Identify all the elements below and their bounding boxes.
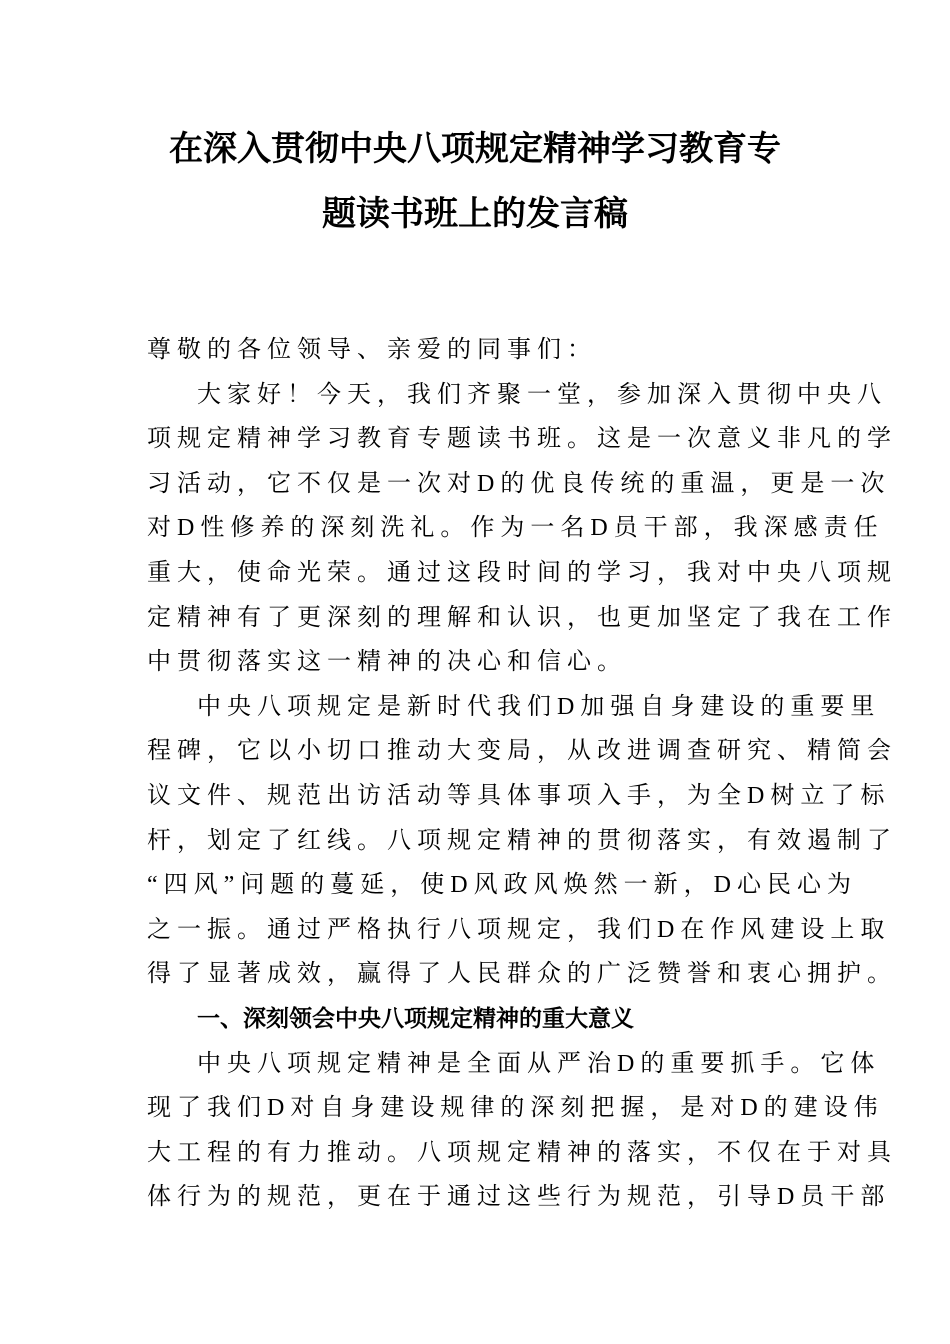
text-line: 大工程的有力推动。八项规定精神的落实，不仅在于对具 [147,1139,897,1166]
text-line: 定精神有了更深刻的理解和认识，也更加坚定了我在工作 [147,604,897,631]
title-line: 题读书班上的发言稿 [322,194,628,234]
text-line: 体行为的规范，更在于通过这些行为规范，引导D员干部 [147,1184,891,1211]
text-line: 重大，使命光荣。通过这段时间的学习，我对中央八项规 [147,559,897,586]
text-line: 项规定精神学习教育专题读书班。这是一次意义非凡的学 [147,426,897,453]
text-line: 议文件、规范出访活动等具体事项入手，为全D树立了标 [147,782,891,809]
text-line: “四风”问题的蔓延，使D风政风焕然一新，D心民心为 [147,872,857,899]
text-line: 现了我们D对自身建设规律的深刻把握，是对D的建设伟 [147,1095,884,1122]
text-line: 杆，划定了红线。八项规定精神的贯彻落实，有效遏制了 [147,827,897,854]
text-line: 中央八项规定是新时代我们D加强自身建设的重要里 [197,693,881,720]
salutation: 尊敬的各位领导、亲爱的同事们： [147,337,597,363]
paragraph [147,373,897,685]
text-line: 大家好！今天，我们齐聚一堂，参加深入贯彻中央八 [197,381,887,408]
text-line: 中央八项规定精神是全面从严治D的重要抓手。它体 [197,1050,881,1077]
paragraph [147,685,897,997]
section-heading: 一、深刻领会中央八项规定精神的重大意义 [197,1005,634,1032]
text-line: 习活动，它不仅是一次对D的优良传统的重温，更是一次 [147,470,891,497]
document-title [0,117,950,247]
document-body [147,328,897,1220]
text-line: 之一振。通过严格执行八项规定，我们D在作风建设上取 [147,916,891,943]
text-line: 中贯彻落实这一精神的决心和信心。 [147,649,627,676]
paragraph [147,1042,897,1220]
text-line: 对D性修养的深刻洗礼。作为一名D员干部，我深感责任 [147,515,884,542]
title-line: 在深入贯彻中央八项规定精神学习教育专 [169,129,781,169]
text-line: 得了显著成效，赢得了人民群众的广泛赞誉和衷心拥护。 [147,961,897,988]
text-line: 程碑，它以小切口推动大变局，从改进调查研究、精简会 [147,738,897,765]
